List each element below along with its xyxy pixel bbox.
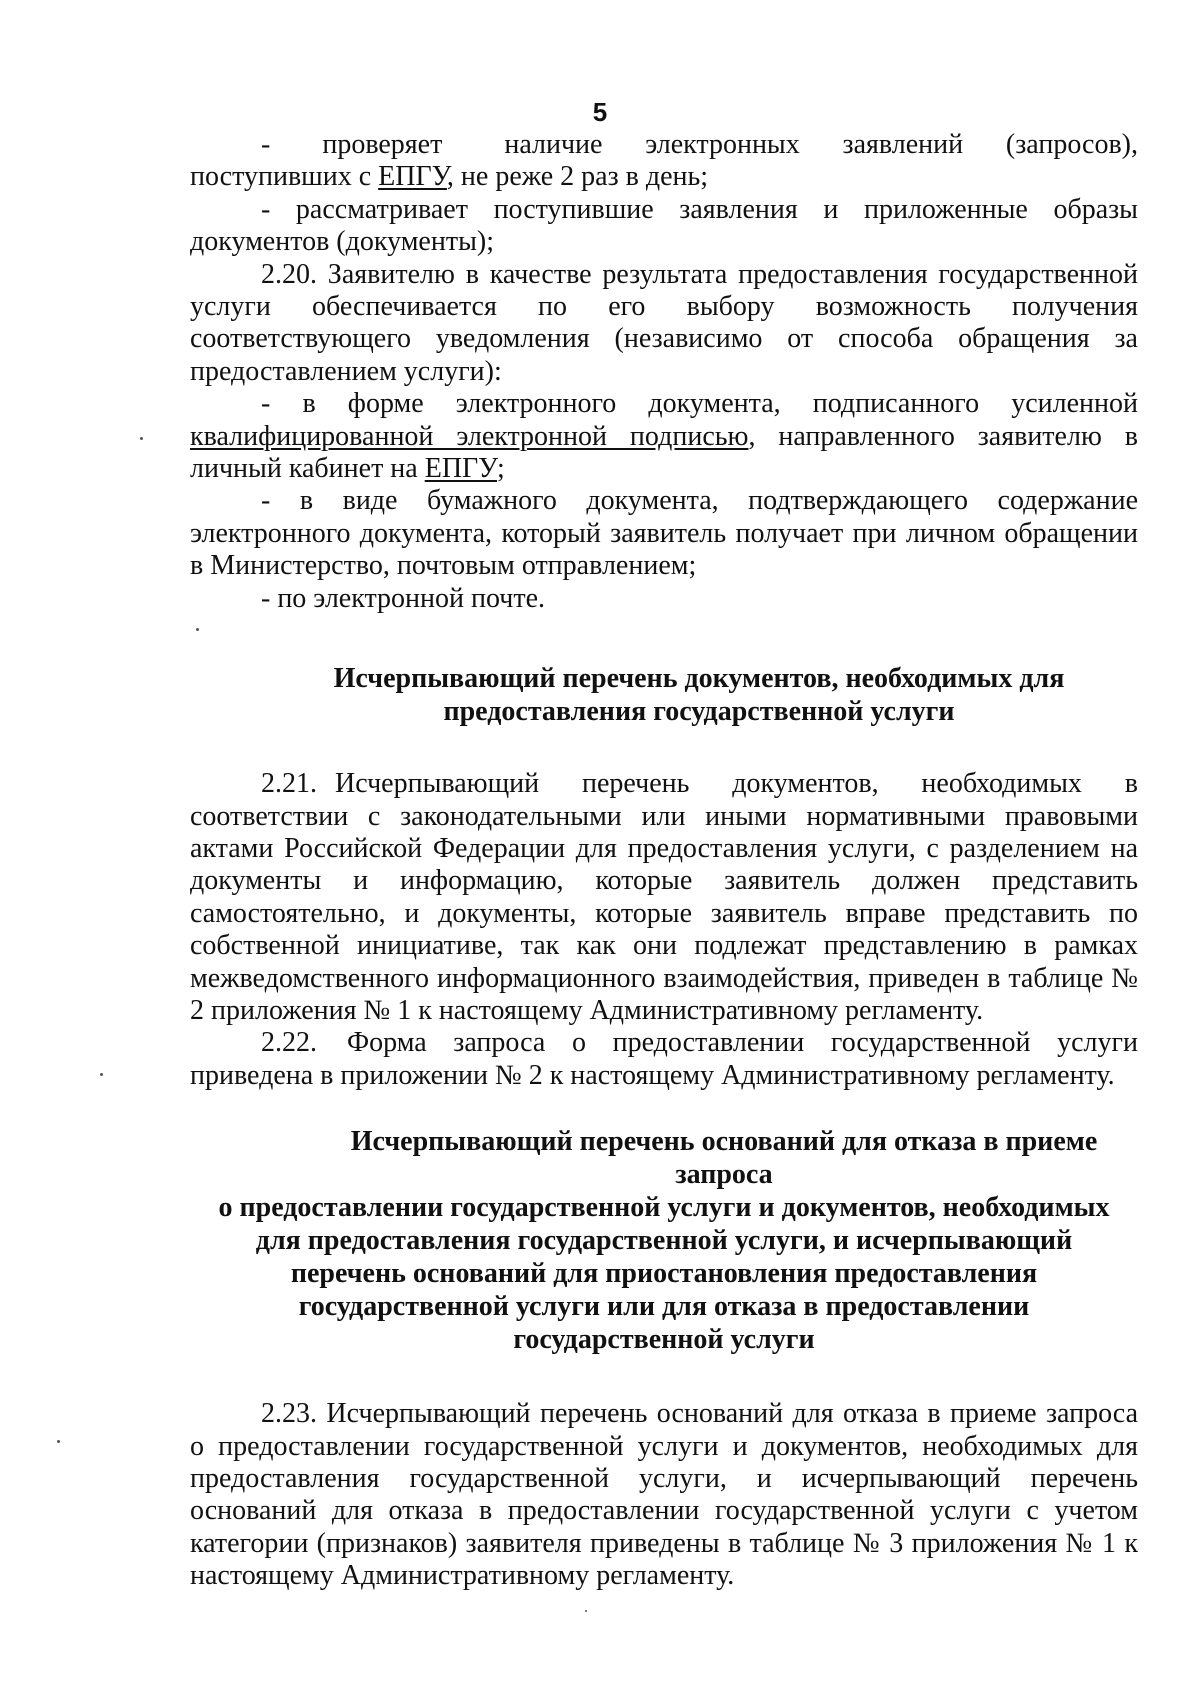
heading-documents-list — [190, 662, 1138, 728]
section-number: 2.23. — [261, 1398, 317, 1430]
scan-speck — [196, 628, 199, 631]
text-fragment: поступивших с — [190, 161, 379, 193]
option-paper-document: - в виде бумажного документа, подтверждающего содержание электронного документа, который заявитель получает при личном обращении в Министерство, почтовым отправлением; — [190, 485, 1138, 582]
section-text: Исчерпывающий перечень документов, необходимых в соответствии с законодательными или иными нормативными правовыми актами Российской Федерации для предоставления услуги, с разделением на документы и информацию, которые заявитель должен представить самостоятельно, и документы, которые заявитель вправе представить по собственной инициативе, так как они подлежат представлению в рамках межведомственного информационного взаимодействия, приведен в таблице № 2 приложения № 1 к настоящему Административному регламенту. — [190, 768, 1138, 1026]
list-item-check-applications-cont — [190, 161, 1138, 193]
section-text: Исчерпывающий перечень оснований для отказа в приеме запроса о предоставлении государственной услуги и документов, необходимых для предоставления государственной услуги, и исчерпывающий перечень оснований для отказа в предоставлении государственной услуги с учетом категории (признаков) заявителя приведены в таблице № 3 приложения № 1 к настоящему Административному регламенту. — [190, 1398, 1138, 1592]
document-body — [190, 129, 1138, 1593]
scan-speck — [140, 437, 143, 440]
epgu-link[interactable]: ЕПГУ — [424, 453, 497, 485]
heading-line: государственной услуги — [513, 1324, 815, 1356]
epgu-link[interactable]: ЕПГУ — [378, 161, 447, 193]
heading-line: предоставления государственной услуги — [443, 696, 955, 728]
heading-line: Исчерпывающий перечень документов, необходимых для — [333, 663, 1065, 695]
page-number: 5 — [592, 97, 608, 127]
heading-line: Исчерпывающий перечень оснований для отказа в приеме запроса — [350, 1126, 1098, 1191]
paragraph-2-20 — [190, 259, 1138, 389]
item-verb: проверяет — [322, 129, 443, 160]
section-text: Заявителю в качестве результата предоставления государственной услуги обеспечивается по его выбору возможность получения соответствующего уведомления (независимо от способа обращения за предоставлением услуги): — [190, 258, 1138, 387]
paragraph-2-23 — [190, 1398, 1138, 1592]
scan-speck — [57, 1440, 60, 1443]
dash: - — [261, 129, 271, 160]
heading-refusal-grounds — [190, 1125, 1138, 1356]
heading-line: о предоставлении государственной услуги и документов, необходимых — [218, 1192, 1110, 1224]
text-fragment: ; — [497, 453, 505, 485]
paragraph-2-21 — [190, 768, 1138, 1027]
text-fragment: - в форме электронного документа, подписанного усиленной — [261, 388, 1138, 420]
text-fragment: , направленного заявителю в личный кабинет на — [190, 420, 1138, 485]
heading-line: для предоставления государственной услуги, и исчерпывающий — [255, 1225, 1073, 1257]
section-text: Форма запроса о предоставлении государственной услуги приведена в приложении № 2 к настоящему Административному регламенту. — [190, 1027, 1138, 1091]
list-item-review-applications: - рассматривает поступившие заявления и приложенные образы документов (документы); — [190, 193, 1138, 258]
heading-line: государственной услуги или для отказа в предоставлении — [298, 1291, 1030, 1323]
paragraph-2-22 — [190, 1027, 1138, 1092]
scan-speck — [585, 1610, 587, 1612]
item-rest: наличие электронных заявлений (запросов), — [504, 129, 1138, 160]
scan-speck — [100, 1073, 103, 1076]
section-number: 2.22. — [261, 1027, 317, 1059]
list-item-check-applications — [190, 129, 1138, 161]
section-number: 2.20. — [261, 258, 317, 290]
heading-line: перечень оснований для приостановления предоставления — [290, 1258, 1038, 1290]
option-email: - по электронной почте. — [261, 582, 545, 614]
text-fragment: , не реже 2 раз в день; — [446, 161, 709, 193]
qualified-signature-link[interactable]: квалифицированной электронной подписью — [190, 420, 749, 452]
section-number: 2.21. — [261, 768, 317, 800]
option-electronic-document — [190, 388, 1138, 485]
